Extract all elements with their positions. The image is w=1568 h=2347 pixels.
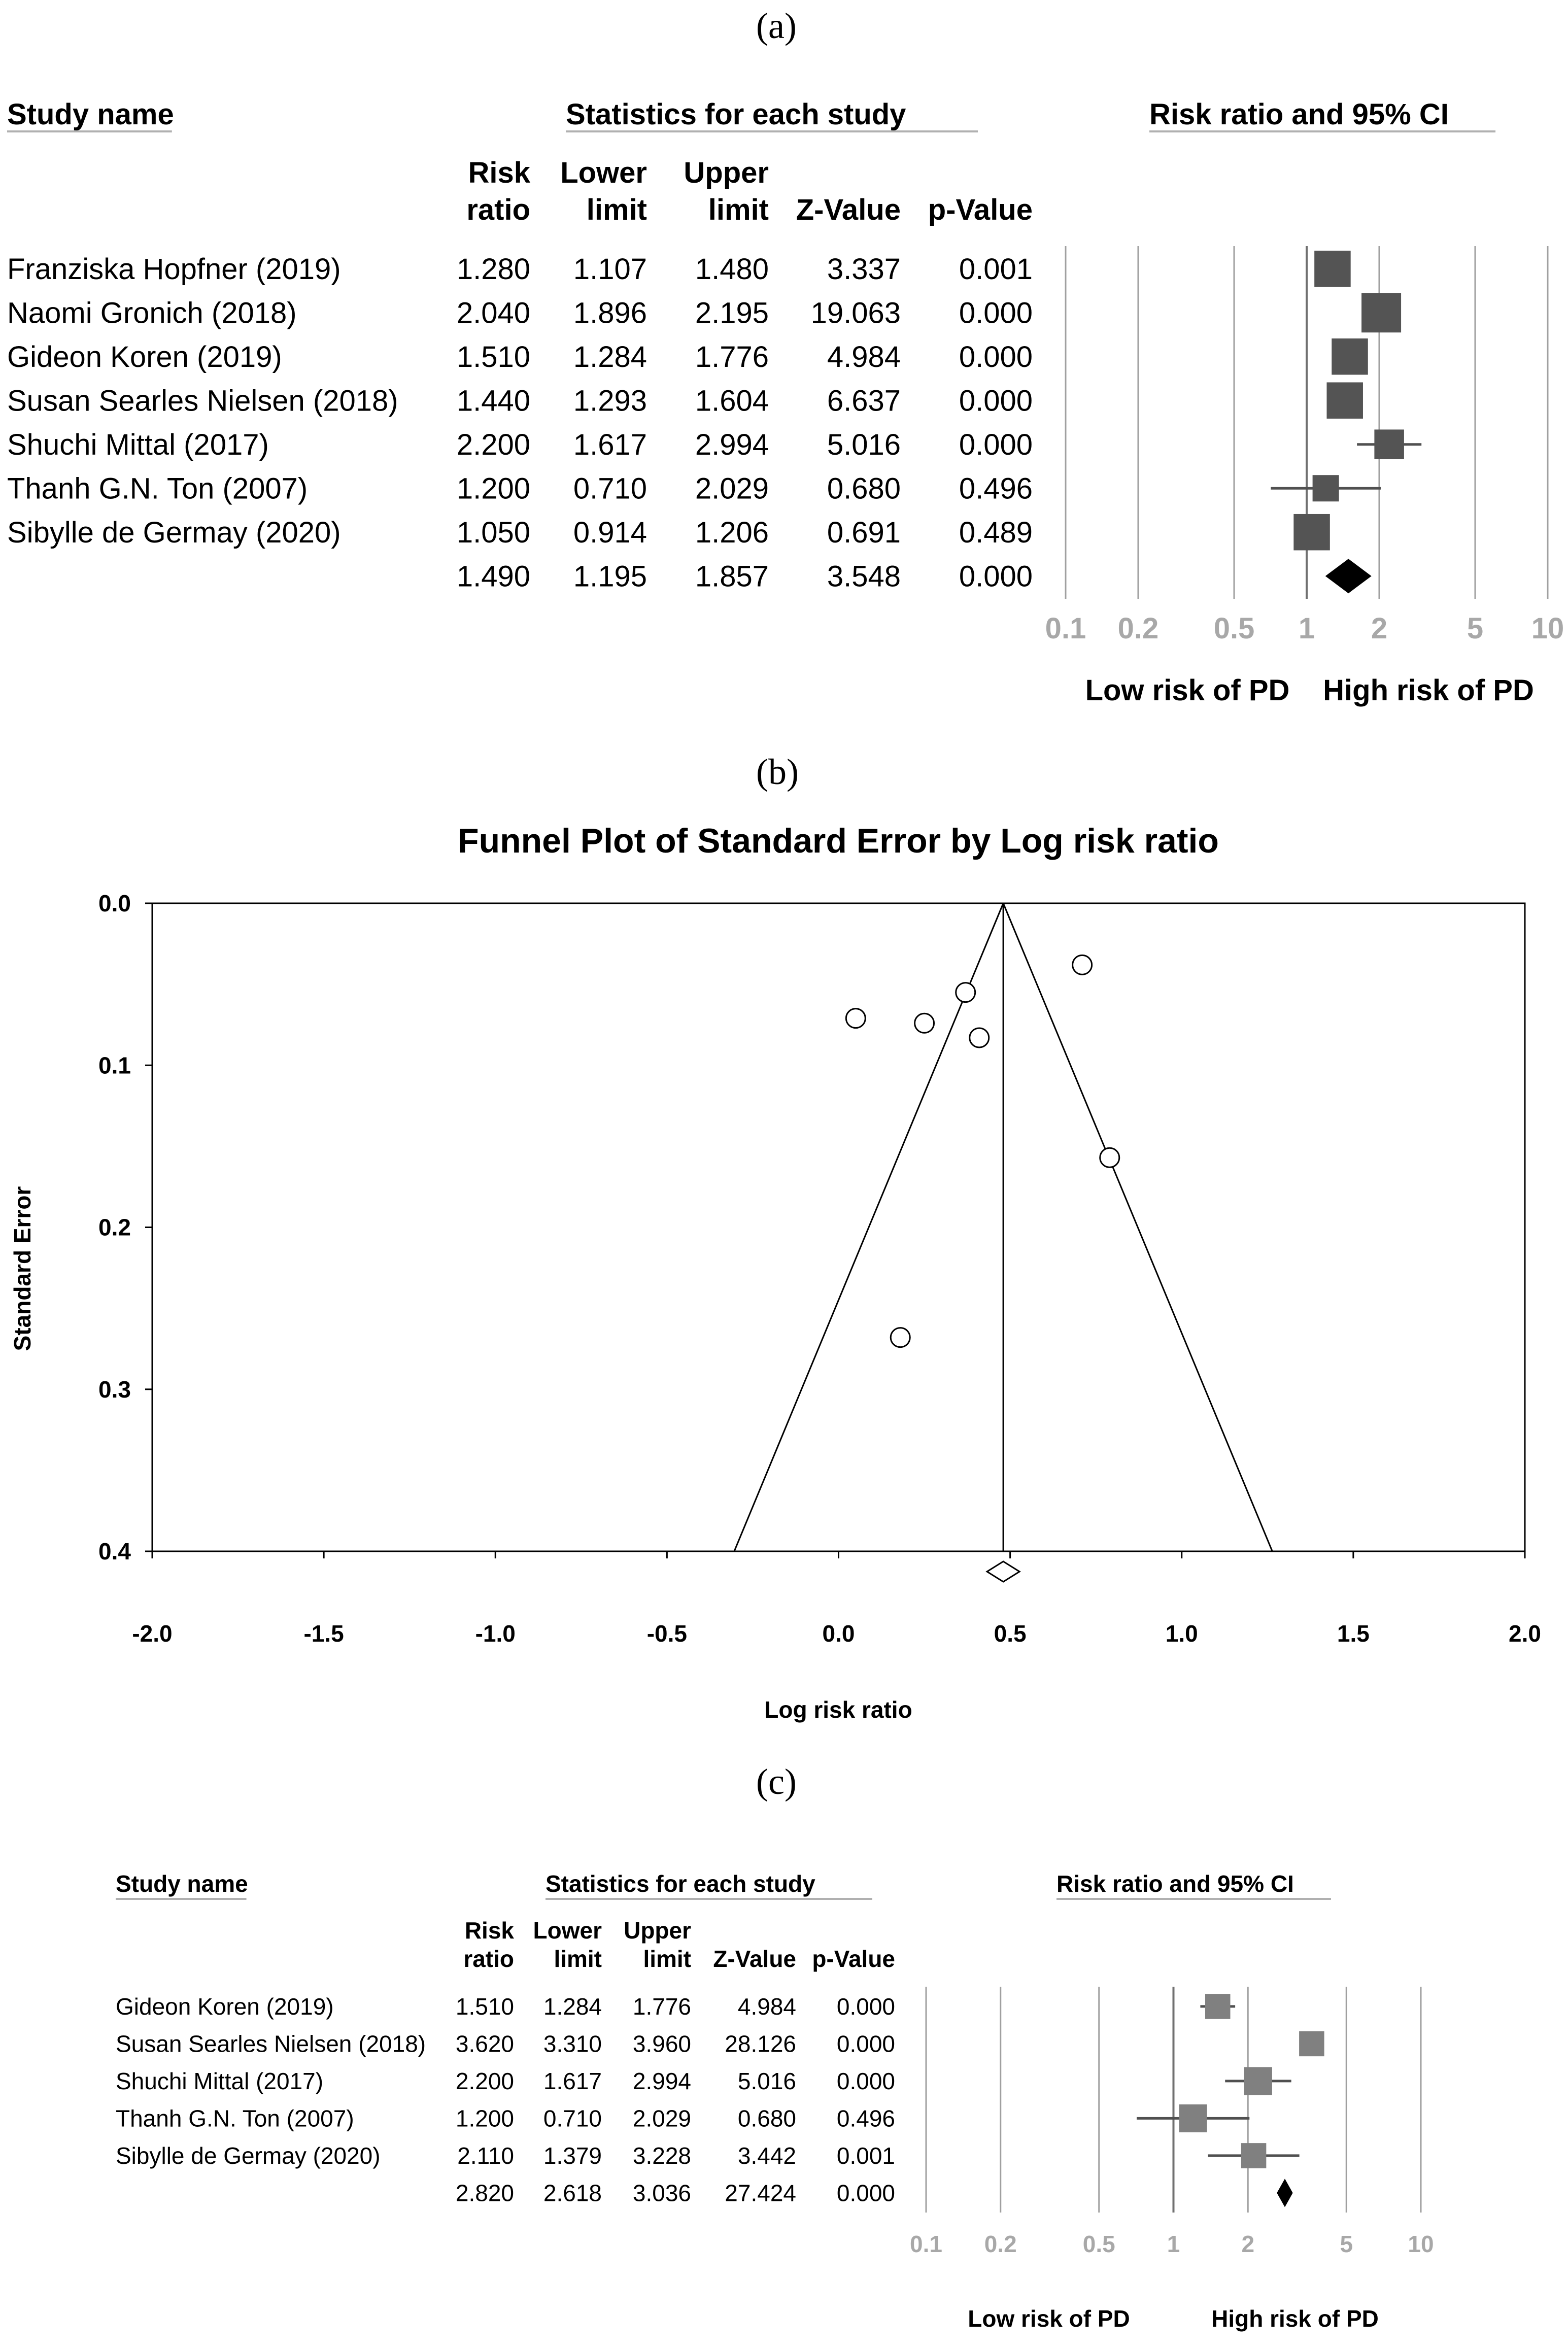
column-header-top: Upper [684,156,769,189]
column-header: ratio [463,1946,514,1972]
cell-upper: 1.776 [695,341,769,373]
x-axis-label: Log risk ratio [764,1696,912,1723]
x-tick-label: -0.5 [646,1620,688,1647]
cell-lower: 1.617 [543,2068,602,2094]
cell-upper: 1.776 [632,1993,691,2020]
study-name: Thanh G.N. Ton (2007) [116,2105,354,2132]
header-plot: Risk ratio and 95% CI [1056,1870,1294,1897]
study-name: Gideon Koren (2019) [7,341,282,373]
cell-upper: 2.994 [695,428,769,461]
column-header: limit [554,1946,602,1972]
cell-upper: 1.857 [695,560,769,593]
x-tick-label: 0.2 [1117,612,1159,645]
cell-p: 0.000 [836,2030,895,2057]
y-tick-label: 0.0 [98,890,131,916]
cell-p: 0.489 [959,516,1033,549]
effect-square [1241,2143,1267,2168]
footer-low-risk: Low risk of PD [1085,674,1290,707]
x-tick-label: 0.5 [1082,2231,1115,2257]
cell-z: 4.984 [737,1993,796,2020]
cell-z: 19.063 [810,296,901,330]
cell-upper: 2.029 [632,2105,691,2132]
panel-label-c: (c) [756,1761,797,1802]
panel-label-b: (b) [756,752,799,792]
column-header-top: Lower [533,1917,602,1944]
cell-p: 0.000 [959,296,1033,330]
x-tick-label: 1 [1298,612,1315,645]
effect-square [1244,2067,1272,2095]
cell-lower: 1.293 [573,384,647,418]
cell-p: 0.000 [836,1993,895,2020]
header-plot: Risk ratio and 95% CI [1149,98,1449,131]
cell-p: 0.000 [959,428,1033,461]
x-tick-label: 0.5 [1213,612,1255,645]
header-statistics: Statistics for each study [566,98,906,131]
cell-z: 5.016 [737,2068,796,2094]
cell-lower: 1.617 [573,428,647,461]
column-header: p-Value [812,1946,895,1972]
study-name: Naomi Gronich (2018) [7,296,297,330]
cell-lower: 1.379 [543,2142,602,2169]
cell-lower: 1.195 [573,560,647,593]
study-name: Susan Searles Nielsen (2018) [7,384,398,418]
y-tick-label: 0.1 [98,1052,131,1079]
study-name: Shuchi Mittal (2017) [7,428,269,461]
cell-upper: 3.228 [632,2142,691,2169]
x-tick-label: 0.0 [822,1620,855,1647]
footer-low-risk: Low risk of PD [968,2305,1130,2332]
footer-high-risk: High risk of PD [1323,674,1534,707]
study-name: Franziska Hopfner (2019) [7,253,341,286]
y-tick-label: 0.3 [98,1376,131,1403]
cell-p: 0.000 [959,560,1033,593]
x-tick-label: 2 [1371,612,1388,645]
column-header: limit [708,193,769,226]
summary-diamond [1277,2179,1292,2207]
cell-rr: 2.040 [456,296,530,330]
cell-upper: 2.195 [695,296,769,330]
cell-lower: 1.284 [573,341,647,373]
cell-p: 0.001 [959,253,1033,286]
cell-rr: 2.110 [457,2142,514,2169]
study-name: Gideon Koren (2019) [116,1993,334,2020]
cell-p: 0.000 [836,2068,895,2094]
cell-rr: 2.200 [456,428,530,461]
column-header: Z-Value [713,1946,796,1972]
cell-rr: 2.200 [455,2068,514,2094]
cell-z: 6.637 [827,384,901,418]
effect-square [1179,2104,1207,2132]
column-header: Z-Value [796,193,901,226]
x-tick-label: 2.0 [1509,1620,1541,1647]
x-tick-label: 1.0 [1165,1620,1198,1647]
plot-title: Funnel Plot of Standard Error by Log risk ratio [458,822,1219,860]
x-tick-label: 0.1 [1045,612,1086,645]
cell-z: 3.337 [827,253,901,286]
cell-upper: 1.480 [695,253,769,286]
cell-lower: 2.618 [543,2180,602,2206]
x-tick-label: 10 [1408,2231,1434,2257]
cell-rr: 3.620 [455,2030,514,2057]
x-tick-label: 10 [1531,612,1564,645]
cell-upper: 2.029 [695,472,769,505]
column-header: p-Value [928,193,1033,226]
cell-rr: 1.200 [456,472,530,505]
x-tick-label: 1 [1167,2231,1180,2257]
effect-square [1299,2031,1324,2057]
cell-rr: 1.440 [456,384,530,418]
cell-lower: 0.914 [573,516,647,549]
cell-upper: 1.604 [695,384,769,418]
cell-z: 4.984 [827,341,901,373]
cell-z: 27.424 [725,2180,796,2206]
cell-lower: 0.710 [543,2105,602,2132]
study-name: Sibylle de Germay (2020) [7,516,341,549]
y-tick-label: 0.2 [98,1214,131,1241]
study-name: Shuchi Mittal (2017) [116,2068,324,2094]
x-tick-label: 0.2 [984,2231,1017,2257]
cell-z: 28.126 [725,2030,796,2057]
cell-z: 0.680 [827,472,901,505]
cell-lower: 1.896 [573,296,647,330]
cell-lower: 3.310 [543,2030,602,2057]
cell-upper: 3.036 [632,2180,691,2206]
y-tick-label: 0.4 [98,1538,131,1564]
cell-rr: 2.820 [455,2180,514,2206]
cell-lower: 1.284 [543,1993,602,2020]
effect-square [1205,1994,1231,2019]
footer-high-risk: High risk of PD [1211,2305,1379,2332]
study-name: Susan Searles Nielsen (2018) [116,2030,426,2057]
study-name: Sibylle de Germay (2020) [116,2142,381,2169]
cell-upper: 1.206 [695,516,769,549]
cell-p: 0.000 [959,384,1033,418]
cell-rr: 1.510 [455,1993,514,2020]
cell-lower: 0.710 [573,472,647,505]
column-header-top: Lower [560,156,647,189]
header-study-name: Study name [7,98,174,131]
cell-z: 5.016 [827,428,901,461]
cell-rr: 1.490 [456,560,530,593]
column-header: ratio [466,193,530,226]
cell-z: 0.691 [827,516,901,549]
panel-label-a: (a) [756,6,797,46]
study-name: Thanh G.N. Ton (2007) [7,472,308,505]
x-tick-label: -2.0 [132,1620,173,1647]
column-header: limit [643,1946,691,1972]
x-tick-label: 0.5 [994,1620,1027,1647]
cell-p: 0.000 [959,341,1033,373]
column-header-top: Risk [464,1917,514,1944]
x-tick-label: 2 [1241,2231,1255,2257]
cell-p: 0.496 [959,472,1033,505]
cell-z: 3.442 [737,2142,796,2169]
cell-rr: 1.200 [455,2105,514,2132]
cell-upper: 2.994 [632,2068,691,2094]
x-tick-label: -1.5 [303,1620,344,1647]
x-tick-label: -1.0 [475,1620,516,1647]
cell-p: 0.001 [836,2142,895,2169]
x-tick-label: 0.1 [910,2231,942,2257]
x-tick-label: 5 [1340,2231,1353,2257]
cell-z: 3.548 [827,560,901,593]
y-axis-label: Standard Error [9,1186,36,1351]
cell-upper: 3.960 [632,2030,691,2057]
cell-rr: 1.510 [456,341,530,373]
cell-z: 0.680 [737,2105,796,2132]
cell-p: 0.000 [836,2180,895,2206]
cell-lower: 1.107 [573,253,647,286]
column-header-top: Risk [468,156,530,189]
x-tick-label: 5 [1467,612,1484,645]
column-header-top: Upper [624,1917,691,1944]
cell-rr: 1.050 [456,516,530,549]
cell-p: 0.496 [836,2105,895,2132]
header-statistics: Statistics for each study [546,1870,815,1897]
header-study-name: Study name [116,1870,248,1897]
column-header: limit [586,193,647,226]
x-tick-label: 1.5 [1337,1620,1370,1647]
cell-rr: 1.280 [456,253,530,286]
